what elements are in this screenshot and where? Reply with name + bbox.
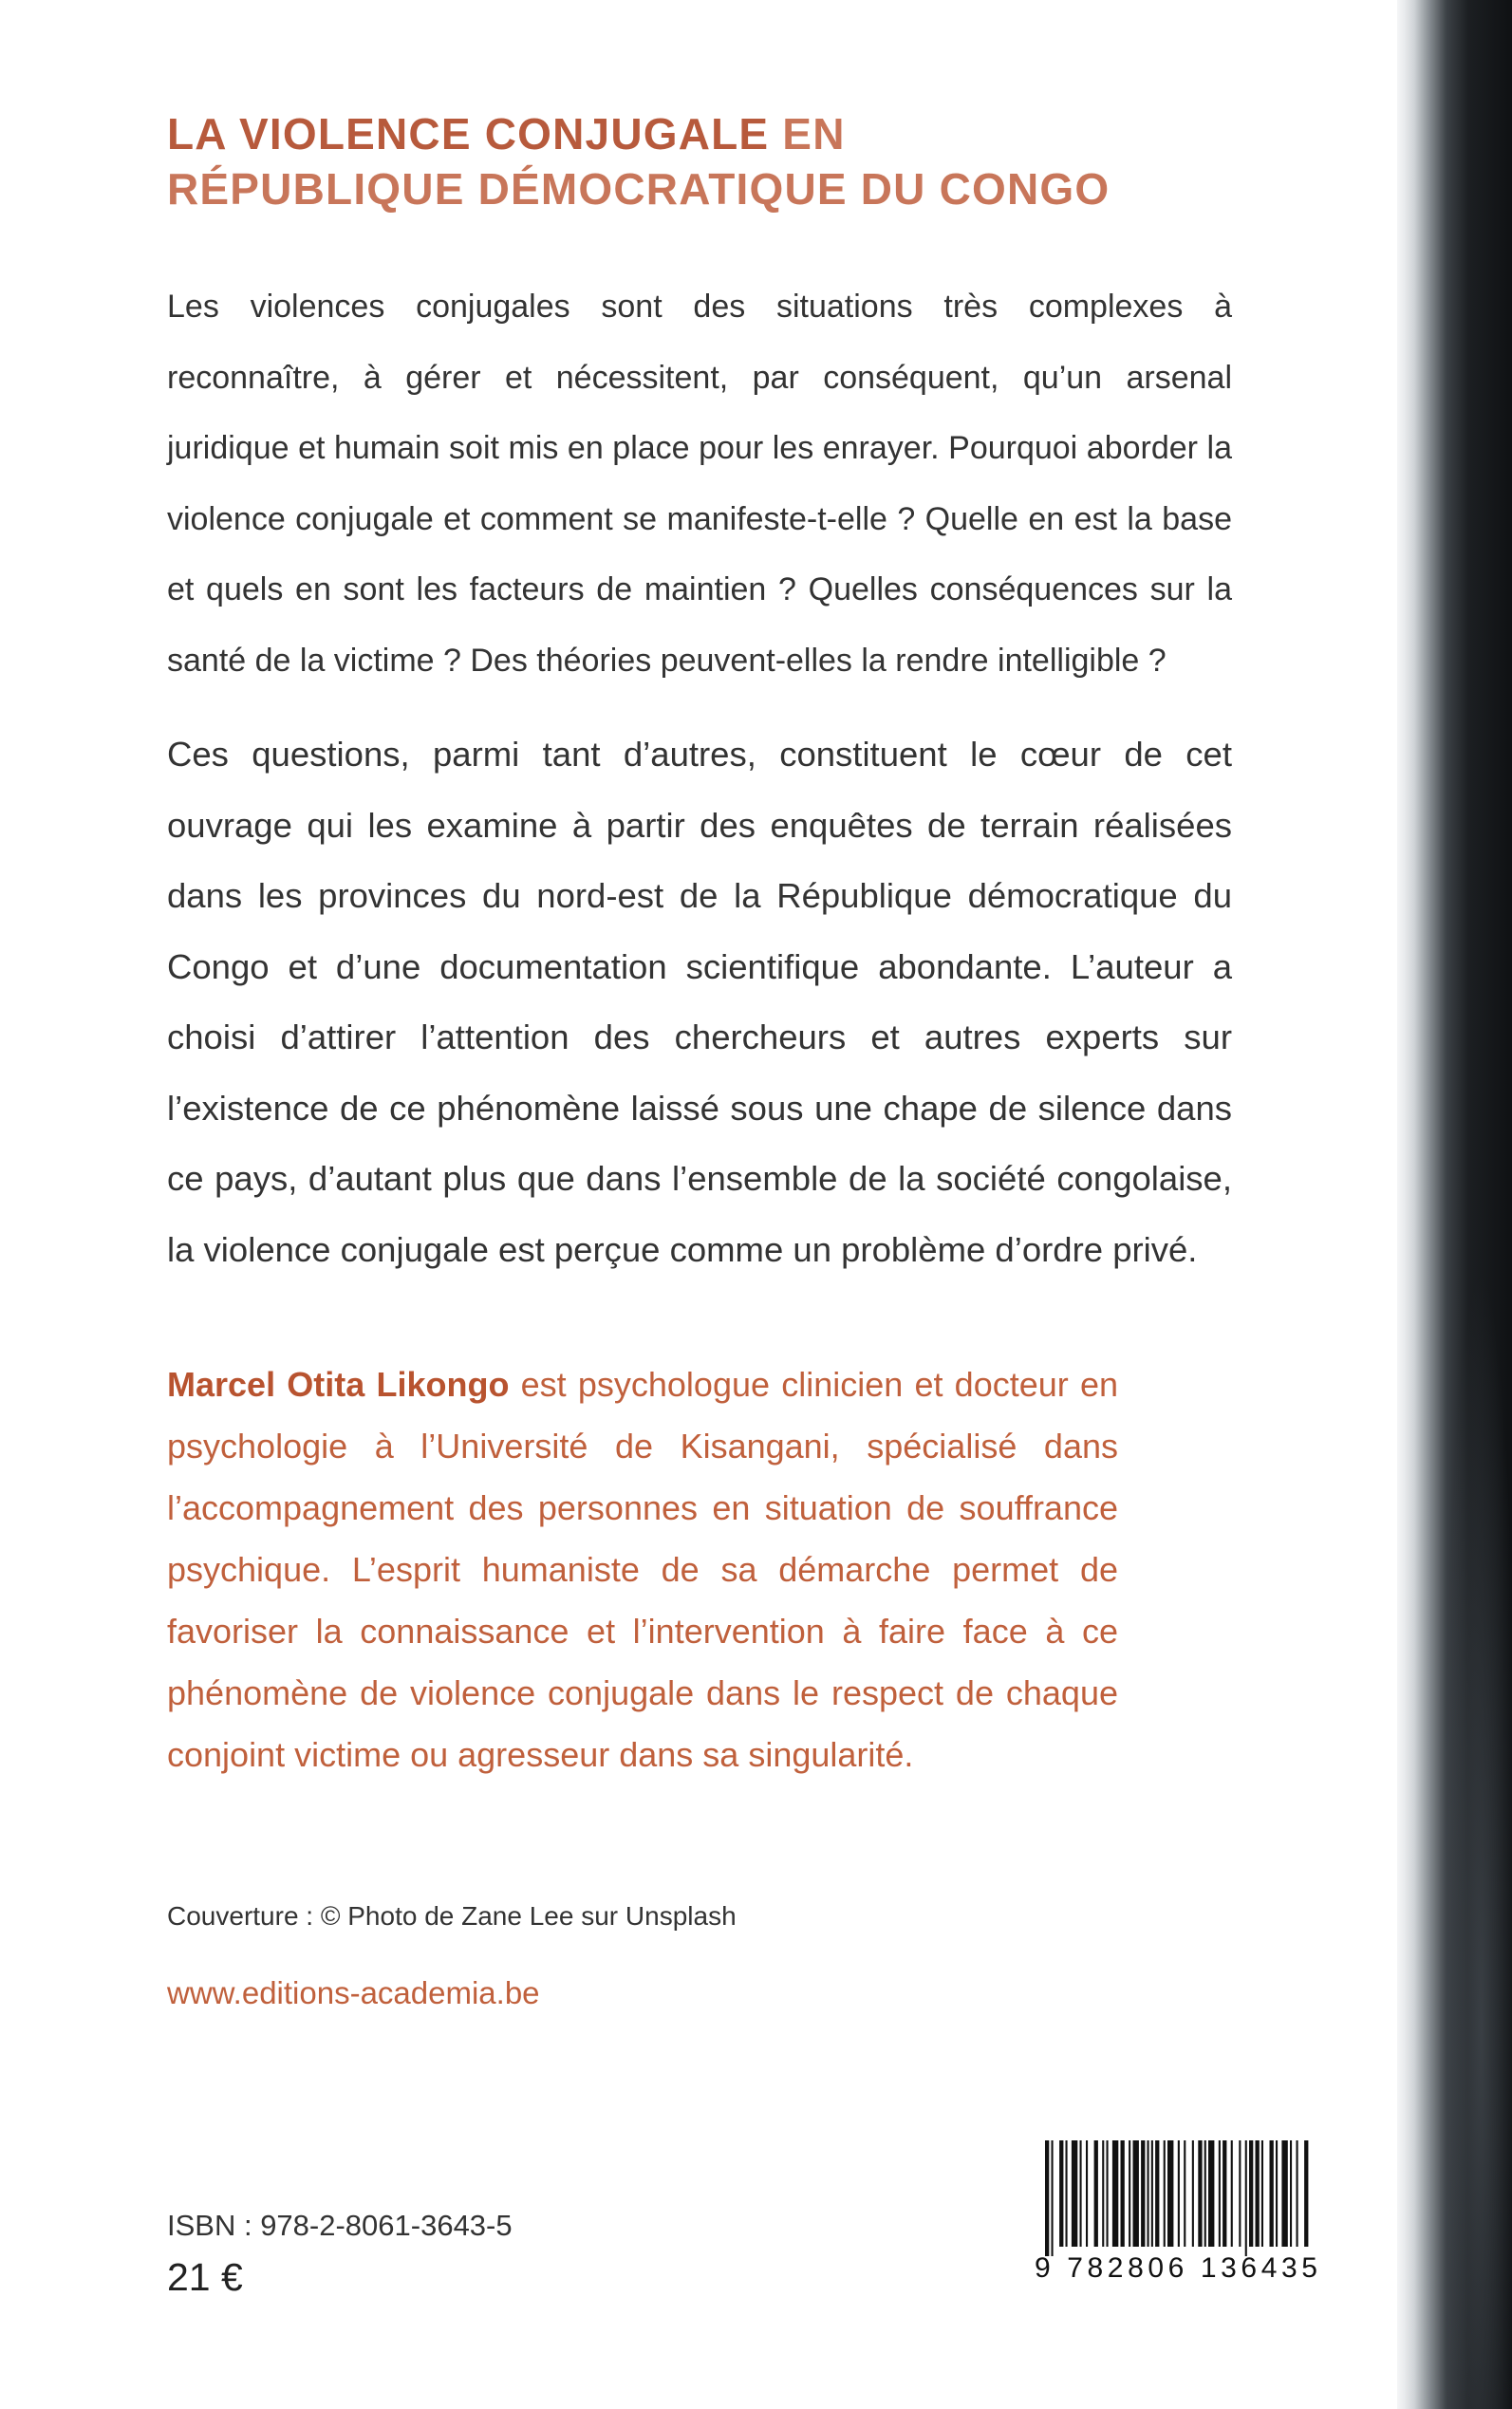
barcode-bar: [1276, 2140, 1278, 2247]
barcode-bar: [1304, 2140, 1308, 2247]
barcode-bar: [1045, 2140, 1049, 2256]
author-bio: [167, 1354, 1118, 1785]
barcode-bar: [1249, 2140, 1253, 2247]
barcode-bar: [1133, 2140, 1139, 2247]
barcode-bar: [1094, 2140, 1098, 2247]
blurb-paragraph-2: Ces questions, parmi tant d’autres, constituent le cœur de cet ouvrage qui les examine à partir des enquêtes de terrain réalisées dans les provinces du nord-est de la République démocratique du Congo et d’une documentation scientifique abondante. L’auteur a choisi d’attirer l’attention des chercheurs et autres experts sur l’existence de ce phénomène laissé sous une chape de silence dans ce pays, d’autant plus que dans l’ensemble de la société congolaise, la violence conjugale est perçue comme un problème d’ordre privé.: [167, 735, 1232, 1269]
title-connector: EN: [769, 109, 846, 159]
barcode-bar: [1261, 2140, 1263, 2247]
barcode-bar: [1080, 2140, 1082, 2247]
barcode-bar: [1256, 2140, 1260, 2247]
barcode-bar: [1086, 2140, 1088, 2247]
book-title: [167, 106, 1306, 216]
barcode-digits: 9 782806 136435: [1035, 2252, 1322, 2284]
barcode-bar: [1192, 2140, 1194, 2247]
barcode-bar: [1164, 2140, 1166, 2247]
barcode-bar: [1107, 2140, 1109, 2247]
barcode-bar: [1059, 2140, 1063, 2247]
publisher-website[interactable]: www.editions-academia.be: [167, 1975, 540, 2010]
barcode-bar: [1270, 2140, 1274, 2247]
barcode-bar: [1245, 2140, 1247, 2256]
barcode-bar: [1066, 2140, 1068, 2247]
barcode-bar: [1198, 2140, 1202, 2247]
barcode-bar: [1155, 2140, 1159, 2247]
price: 21 €: [167, 2255, 243, 2299]
barcode-bar: [1290, 2140, 1292, 2247]
barcode-bar: [1208, 2140, 1214, 2247]
blurb-paragraph-1: Les violences conjugales sont des situations très complexes à reconnaître, à gérer et nécessitent, par conséquent, qu’un arsenal juridique et humain soit mis en place pour les enrayer. Pourquoi aborder la violence conjugale et comment se manifeste-t-elle ? Quelle en est la base et quels en sont les facteurs de maintien ? Quelles conséquences sur la santé de la victime ? Des théories peuvent-elles la rendre intelligible ?: [167, 289, 1232, 679]
barcode-bar: [1072, 2140, 1077, 2247]
barcode-bar: [1297, 2140, 1298, 2247]
barcode-bar: [1102, 2140, 1104, 2247]
barcode-bar: [1052, 2140, 1054, 2256]
author-bio-text: est psychologue clinicien et docteur en psychologie à l’Université de Kisangani, spécialisé dans l’accompagnement des personnes en situation de souffrance psychique. L’esprit humaniste de sa démarche permet de favoriser la connaissance et l’intervention à faire face à ce phénomène de violence conjugale dans le respect de chaque conjoint victime ou agresseur dans sa singularité.: [167, 1365, 1118, 1774]
photo-credit: Couverture : © Photo de Zane Lee sur Unsplash: [167, 1901, 737, 1931]
barcode-bar: [1178, 2140, 1180, 2247]
barcode-bar: [1148, 2140, 1149, 2247]
barcode-bar: [1167, 2140, 1173, 2247]
barcode-bar: [1141, 2140, 1145, 2247]
barcode-bar: [1129, 2140, 1130, 2247]
isbn: ISBN : 978-2-8061-3643-5: [167, 2209, 513, 2242]
barcode-bar: [1151, 2140, 1153, 2247]
barcode-bar: [1121, 2140, 1125, 2247]
barcode-bar: [1219, 2140, 1221, 2247]
barcode-bar: [1204, 2140, 1206, 2247]
barcode-bar: [1223, 2140, 1226, 2247]
barcode-bars: [1039, 2140, 1315, 2256]
cover-photo-edge: [1397, 0, 1512, 2409]
barcode-bar: [1184, 2140, 1185, 2247]
title-line-2: RÉPUBLIQUE DÉMOCRATIQUE DU CONGO: [167, 164, 1111, 214]
barcode-bar: [1231, 2140, 1233, 2247]
barcode-bar: [1112, 2140, 1118, 2247]
author-name: Marcel Otita Likongo: [167, 1365, 510, 1404]
barcode-bar: [1281, 2140, 1287, 2247]
title-main: LA VIOLENCE CONJUGALE: [167, 109, 770, 159]
barcode-bar: [1239, 2140, 1241, 2247]
